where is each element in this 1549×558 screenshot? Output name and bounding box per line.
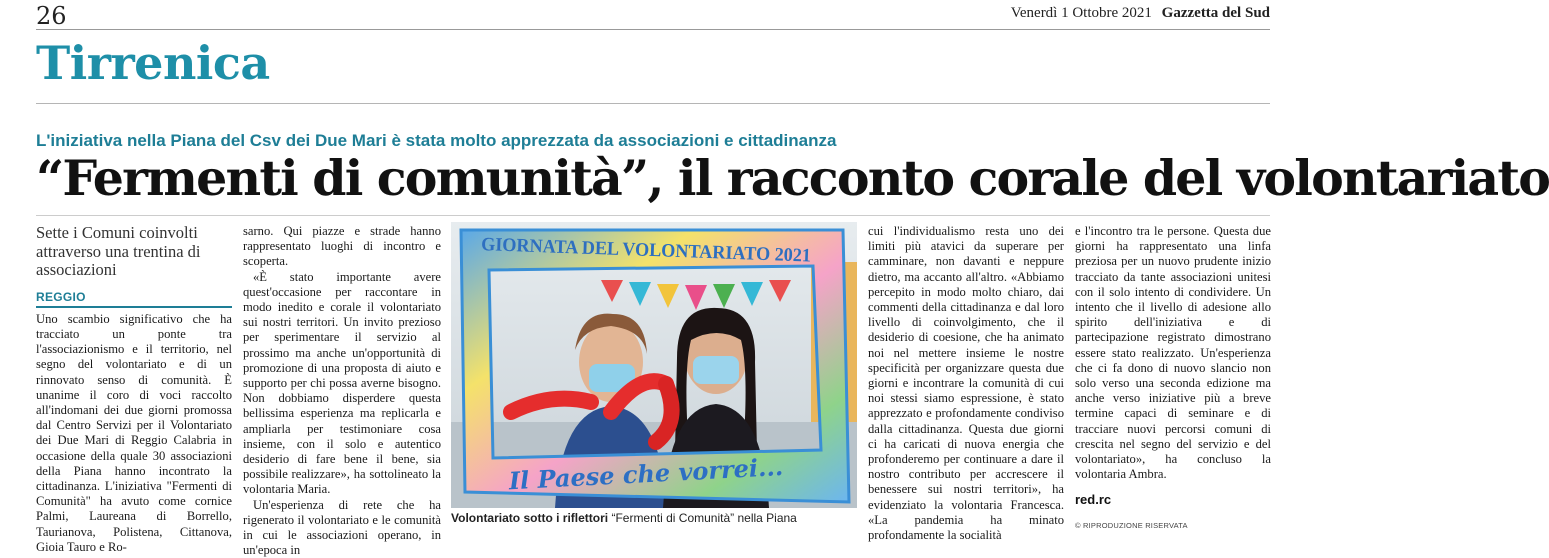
text-column-1 — [36, 224, 232, 555]
photo-illustration — [451, 222, 857, 508]
body-paragraph: cui l'individualismo resta uno dei limiti più atavici da superare per camminare, non davanti e neppure dietro, ma accanto all'altro. «Abbiamo percepito in modo molto chiaro, dai commenti della cittadinanza e dal loro livello di coinvolgimento, che il desiderio di coesione, che ha animato noi nel mettere insieme le nostre specificità per organizzare questa due giorni e incontrare la comunità di cui noi stessi siamo espressione, è stato apprezzato e profondamente condiviso dalla cittadinanza. Questa due giorni ci ha caricati di nuova energia che profonderemo per continuare a dare il nostro contributo per accrescere il benessere sui nostri territori», ha evidenziato la volontaria Francesca. «La pandemia ha minato profondamente la socialità — [868, 224, 1064, 543]
text-column-4 — [868, 224, 1064, 543]
article-photo — [451, 222, 857, 508]
author-signature: red.rc — [1075, 492, 1112, 508]
body-paragraph: sarno. Qui piazze e strade hanno rappresentato luoghi di incontro e scoperta. — [243, 224, 441, 269]
newspaper-name: Gazzetta del Sud — [1161, 5, 1270, 21]
frame-title: GIORNATA DEL VOLONTARIATO 2021 — [480, 234, 827, 268]
article-headline: “Fermenti di comunità”, il racconto corale del volontariato — [36, 149, 1549, 207]
caption-text: “Fermenti di Comunità” nella Piana — [608, 511, 797, 525]
text-column-2 — [243, 224, 441, 558]
section-title: Tirrenica — [36, 36, 270, 90]
body-paragraph: «È stato importante avere quest'occasione per raccontare in modo inedito e corale il volontariato sui nostri territori. Un invito prezioso per sperimentare il servizio al prossimo ma anche un'opportunità di promozione di una proposta di aiuto e supporto per chi possa averne bisogno. Non dobbiamo disperdere questa bellissima esperienza ma replicarla e ampliarla per testimoniare cosa insieme, con il solo e autentico desiderio di fare bene il bene, sia possibile realizzare», ha sottolineato la volontaria Maria. — [243, 269, 441, 497]
issue-date: Venerdì 1 Ottobre 2021 — [1010, 5, 1152, 21]
article-summary: Sette i Comuni coinvolti attraverso una trentina di associazioni — [36, 223, 201, 279]
article-location: REGGIO — [36, 290, 232, 308]
page-number: 26 — [36, 2, 67, 30]
frame-slogan: Il Paese che vorrei... — [508, 452, 784, 496]
caption-title: Volontariato sotto i riflettori — [451, 511, 609, 525]
article-kicker: L'iniziativa nella Piana del Csv dei Due Mari è stata molto apprezzata da associazioni e cittadinanza — [36, 131, 837, 150]
dateline — [1011, 5, 1270, 22]
photo-caption — [451, 511, 861, 525]
copyright-notice: © RIPRODUZIONE RISERVATA — [1075, 520, 1188, 530]
body-paragraph: e l'incontro tra le persone. Questa due giorni ha rappresentato una linfa preziosa per un nuovo prudente inizio tracciato da tante associazioni unitesi con il solo intento di condividere. Un intento che il livello di adesione allo spirito dell'iniziativa e di partecipazione registrato dimostrano essere stato realizzato. Un'esperienza che ci fa dono di nuovo slancio non solo verso una seconda edizione ma anche verso iniziative più a breve termine capaci di seminare e di tracciare nuovi percorsi comuni di crescita nel segno del servizio e del volontariato», ha concluso la volontaria Ambra. — [1075, 224, 1271, 482]
text-column-5 — [1075, 224, 1271, 533]
top-rule — [36, 29, 1270, 30]
headline-rule — [36, 215, 1270, 216]
body-paragraph: Uno scambio significativo che ha tracciato un ponte tra l'associazionismo e il territorio, nel segno del volontariato e di un rinnovato senso di comunità. È unanime il coro di voci raccolto all'indomani dei due giorni promossa dal Centro Servizi per il Volontariato dei Due Mari di Reggio Calabria in occasione della quale 30 associazioni della Piana hanno incontrato la cittadinanza. L'iniziativa "Fermenti di Comunità" ha avuto come cornice Palmi, Laureana di Borrello, Taurianova, Polistena, Cittanova, Gioia Tauro e Ro- — [36, 311, 232, 554]
body-paragraph: Un'esperienza di rete che ha rigenerato il volontariato e le comunità in cui le associazioni operano, in un'epoca in — [243, 497, 441, 558]
section-rule — [36, 103, 1270, 104]
